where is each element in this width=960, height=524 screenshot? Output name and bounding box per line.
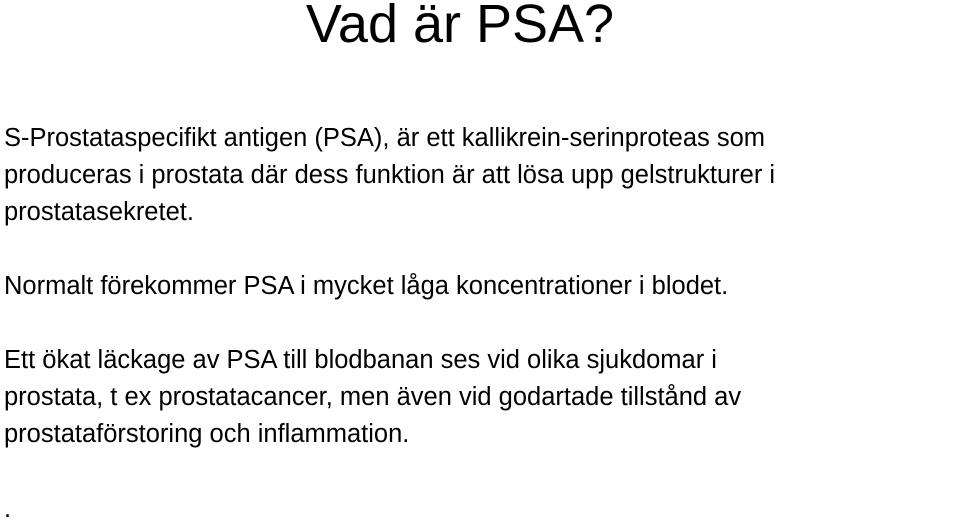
text-line: produceras i prostata där dess funktion är att lösa upp gelstrukturer i — [4, 161, 776, 189]
slide-body — [4, 120, 960, 490]
text-line: Ett ökat läckage av PSA till blodbanan ses vid olika sjukdomar i — [4, 346, 717, 374]
trailing-period: . — [4, 495, 12, 523]
paragraph-elevated-levels — [4, 342, 960, 453]
slide-title: Vad är PSA? — [305, 0, 615, 54]
paragraph-normal-levels — [4, 268, 960, 305]
text-line: prostata, t ex prostatacancer, men även vid godartade tillstånd av — [4, 383, 742, 411]
text-line: prostataförstoring och inflammation. — [4, 420, 410, 448]
text-line: prostatasekretet. — [4, 198, 194, 226]
paragraph-definition — [4, 120, 960, 231]
text-line: S-Prostataspecifikt antigen (PSA), är ett kallikrein-serinproteas som — [4, 124, 766, 152]
text-line: Normalt förekommer PSA i mycket låga koncentrationer i blodet. — [4, 272, 729, 300]
